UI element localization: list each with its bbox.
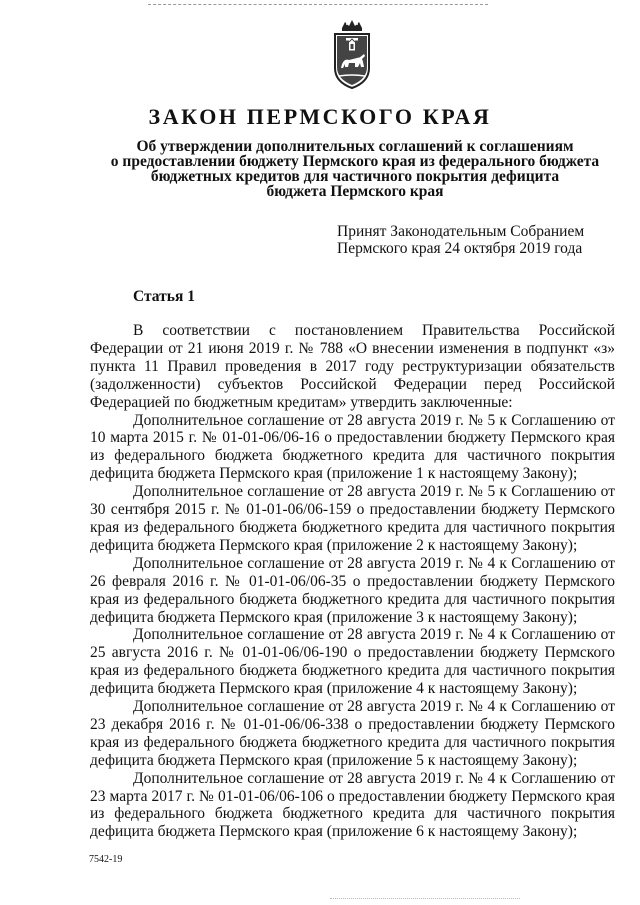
scan-edge-top [148, 4, 488, 5]
paragraph: Дополнительное соглашение от 28 августа 2019 г. № 4 к Соглашению от 26 февраля 2016 г. № 01-01-06/06-35 о предоставлении бюджету Пермского края из федерального бюджета бюджетного кредита для частичного покрытия дефицита бюджета Пермского края (приложение 3 к настоящему Закону); [90, 554, 615, 626]
paragraph: Дополнительное соглашение от 28 августа 2019 г. № 4 к Соглашению от 23 декабря 2016 г. № 01-01-06/06-338 о предоставлении бюджету Пермского края из федерального бюджета бюджетного кредита для частичного покрытия дефицита бюджета Пермского края (приложение 5 к настоящему Закону); [90, 698, 615, 769]
paragraph: Дополнительное соглашение от 28 августа 2019 г. № 4 к Соглашению от 23 марта 2017 г. № 01-01-06/06-106 о предоставлении бюджету Пермского края из федерального бюджета бюджетного кредита для частичного покрытия дефицита бюджета Пермского края (приложение 6 к настоящему Закону); [90, 769, 615, 841]
document-number: 7542-19 [89, 854, 123, 865]
paragraph: Дополнительное соглашение от 28 августа 2019 г. № 5 к Соглашению от 10 марта 2015 г. № 01-01-06/06-16 о предоставлении бюджету Пермского края из федерального бюджета бюджетного кредита для частичного покрытия дефицита бюджета Пермского края (приложение 1 к настоящему Закону); [90, 411, 615, 483]
law-subtitle [90, 139, 620, 199]
article-body [90, 322, 615, 841]
paragraph: Дополнительное соглашение от 28 августа 2019 г. № 5 к Соглашению от 30 сентября 2015 г. № 01-01-06/06-159 о предоставлении бюджету Пермского края из федерального бюджета бюджетного кредита для частичного покрытия дефицита бюджета Пермского края (приложение 2 к настоящему Закону); [90, 483, 615, 554]
law-title: ЗАКОН ПЕРМСКОГО КРАЯ [148, 104, 492, 129]
subtitle-line: бюджетных кредитов для частичного покрытия дефицита [150, 168, 560, 185]
scan-edge-bottom [330, 898, 520, 899]
subtitle-line: о предоставлении бюджету Пермского края из федерального бюджета [110, 153, 600, 170]
paragraph: Дополнительное соглашение от 28 августа 2019 г. № 4 к Соглашению от 25 августа 2016 г. № 01-01-06/06-190 о предоставлении бюджету Пермского края из федерального бюджета бюджетного кредита для частичного покрытия дефицита бюджета Пермского края (приложение 4 к настоящему Закону); [90, 626, 615, 698]
article-heading: Статья 1 [133, 288, 195, 305]
subtitle-line: бюджета Пермского края [266, 183, 444, 200]
adoption-line: Принят Законодательным Собранием [337, 223, 585, 240]
coat-of-arms-emblem [331, 18, 373, 90]
paragraph: В соответствии с постановлением Правительства Российской Федерации от 21 июня 2019 г. № 788 «О внесении изменения в подпункт «з» пункта 11 Правил проведения в 2017 году реструктуризации обязательств (задолженности) субъектов Российской Федерации перед Российской Федерацией по бюджетным кредитам» утвердить заключенные: [90, 322, 615, 411]
adoption-note [337, 223, 627, 257]
adoption-line: Пермского края 24 октября 2019 года [337, 240, 583, 257]
subtitle-line: Об утверждении дополнительных соглашений к соглашениям [136, 138, 574, 155]
